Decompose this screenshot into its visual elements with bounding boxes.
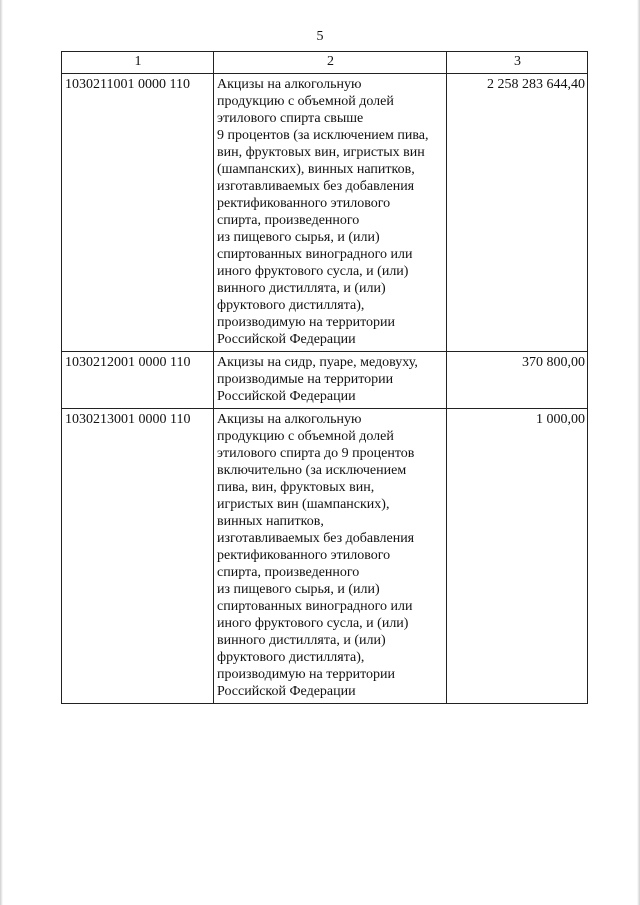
header-cell-name: 2 — [214, 52, 447, 74]
table-row — [62, 352, 588, 409]
row-code: 1030212001 0000 110 — [62, 352, 214, 409]
table-row — [62, 409, 588, 704]
header-cell-code: 1 — [62, 52, 214, 74]
row-amount: 2 258 283 644,40 — [447, 74, 588, 352]
row-name: Акцизы на сидр, пуаре, медовуху, производимые на территории Российской Федерации — [214, 352, 447, 409]
row-code: 1030213001 0000 110 — [62, 409, 214, 704]
header-cell-amount: 3 — [447, 52, 588, 74]
page-number: 5 — [316, 29, 324, 44]
table-header-row — [62, 52, 588, 74]
budget-table — [61, 51, 588, 704]
scan-edge-left — [0, 0, 3, 905]
table-row — [62, 74, 588, 352]
row-amount: 1 000,00 — [447, 409, 588, 704]
row-name: Акцизы на алкогольную продукцию с объемной долей этилового спирта свыше 9 процентов (за исключением пива, вин, фруктовых вин, игристых вин (шампанских), винных напитков, изготавливаемых без добавления ректификованного этилового спирта, произведенного из пищевого сырья, и (или) спиртованных виноградного или иного фруктового сусла, и (или) винного дистиллята, и (или) фруктового дистиллята), производимую на территории Российской Федерации — [214, 74, 447, 352]
row-amount: 370 800,00 — [447, 352, 588, 409]
row-name: Акцизы на алкогольную продукцию с объемной долей этилового спирта до 9 процентов включительно (за исключением пива, вин, фруктовых вин, игристых вин (шампанских), винных напитков, изготавливаемых без добавления ректификованного этилового спирта, произведенного из пищевого сырья, и (или) спиртованных виноградного или иного фруктового сусла, и (или) винного дистиллята, и (или) фруктового дистиллята), производимую на территории Российской Федерации — [214, 409, 447, 704]
row-code: 1030211001 0000 110 — [62, 74, 214, 352]
